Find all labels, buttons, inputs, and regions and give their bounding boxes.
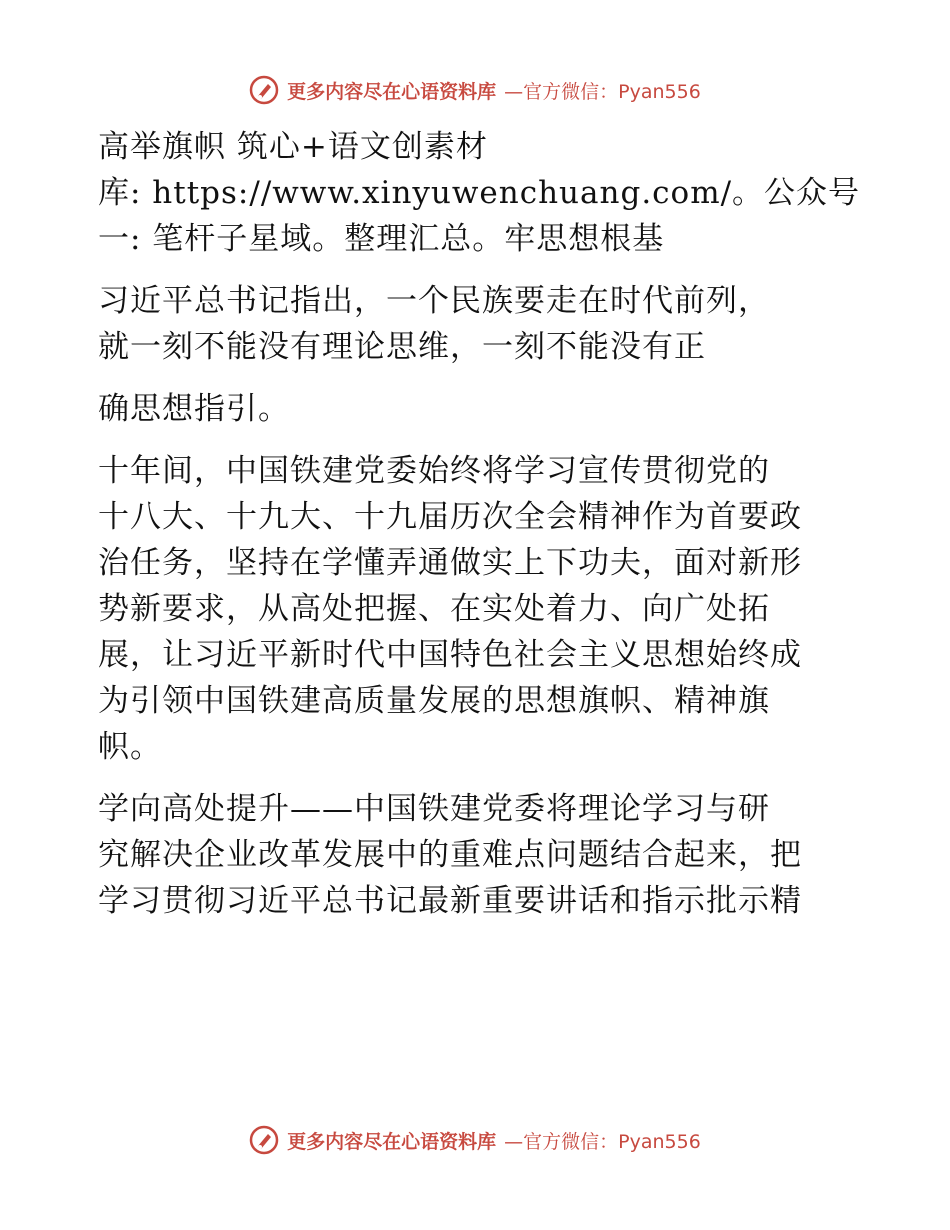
document-body — [98, 124, 861, 924]
pen-logo-icon — [249, 1125, 279, 1155]
watermark-main-text: 更多内容尽在心语资料库 — [287, 80, 497, 103]
text-line: 学习贯彻习近平总书记最新重要讲话和指示批示精 — [98, 883, 802, 919]
text-line: 就一刻不能没有理论思维，一刻不能没有正 — [98, 329, 706, 365]
paragraph-2 — [98, 278, 858, 370]
footer-watermark — [0, 1120, 950, 1160]
paragraph-3 — [98, 386, 858, 432]
text-line: 势新要求，从高处把握、在实处着力、向广处拓 — [98, 591, 770, 627]
text-line: 库: https://www.xinyuwenchuang.com/。公众号 — [98, 175, 861, 211]
text-line: 高举旗帜 筑心+语文创素材 — [98, 129, 488, 165]
watermark-suffix-text: —官方微信：Pyan556 — [504, 1130, 701, 1153]
paragraph-5 — [98, 786, 858, 924]
text-line: 为引领中国铁建高质量发展的思想旗帜、精神旗 — [98, 683, 770, 719]
text-line: 治任务，坚持在学懂弄通做实上下功夫，面对新形 — [98, 545, 802, 581]
text-line: 确思想指引。 — [98, 391, 290, 427]
text-line: 帜。 — [98, 729, 162, 765]
watermark-main-text: 更多内容尽在心语资料库 — [287, 1130, 497, 1153]
pen-logo-icon — [249, 75, 279, 105]
text-line: 十年间，中国铁建党委始终将学习宣传贯彻党的 — [98, 453, 770, 489]
text-line: 学向高处提升——中国铁建党委将理论学习与研 — [98, 791, 770, 827]
text-line: 一: 笔杆子星域。整理汇总。牢思想根基 — [98, 221, 665, 257]
paragraph-1 — [98, 124, 861, 262]
text-line: 十八大、十九大、十九届历次全会精神作为首要政 — [98, 499, 802, 535]
text-line: 究解决企业改革发展中的重难点问题结合起来，把 — [98, 837, 802, 873]
header-watermark — [0, 70, 950, 110]
paragraph-4 — [98, 448, 858, 770]
text-line: 习近平总书记指出，一个民族要走在时代前列， — [98, 283, 770, 319]
watermark-suffix-text: —官方微信：Pyan556 — [504, 80, 701, 103]
text-line: 展，让习近平新时代中国特色社会主义思想始终成 — [98, 637, 802, 673]
